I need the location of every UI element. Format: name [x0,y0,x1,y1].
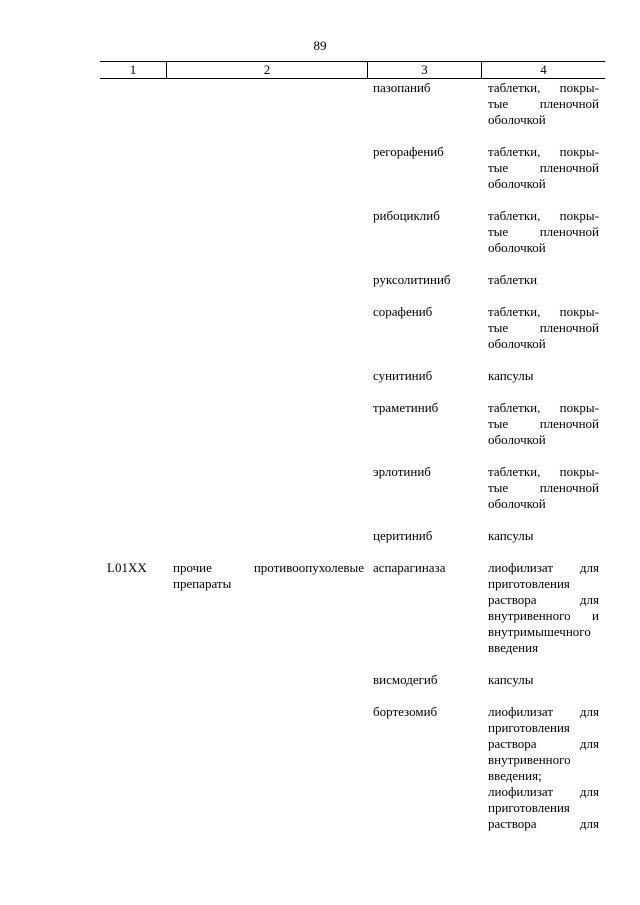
atc-code: L01XX [107,560,147,575]
drug-name: висмодегиб [373,672,438,687]
dosage-form: таблетки, покры- тые пленочной оболочкой [488,304,599,351]
table-row [0,272,640,304]
drug-name: регорафениб [373,144,444,159]
drug-name: руксолитиниб [373,272,451,287]
table-row [0,560,640,672]
table-row [0,464,640,528]
dosage-form: лиофилизат для приготовления раствора для внутривенного введения; лиофилизат для приготовления раствора для [488,704,599,831]
table-row [0,144,640,208]
drug-name: сорафениб [373,304,433,319]
table-row [0,528,640,560]
dosage-form: таблетки [488,272,538,287]
table-row [0,80,640,144]
dosage-form: лиофилизат для приготовления раствора для внутривенного и внутримышечного введения [488,560,599,655]
header-col-3: 3 [421,62,428,77]
table-header [100,61,605,79]
table-row [0,400,640,464]
dosage-form: таблетки, покры- тые пленочной оболочкой [488,208,599,255]
drug-name: аспарагиназа [373,560,446,575]
drug-name: траметиниб [373,400,439,415]
drug-name: пазопаниб [373,80,431,95]
table-row [0,704,640,834]
header-col-4: 4 [540,62,547,77]
page-number: 89 [313,38,327,53]
drug-name: сунитиниб [373,368,433,383]
table-row [0,672,640,704]
dosage-form: капсулы [488,368,534,383]
dosage-form: таблетки, покры- тые пленочной оболочкой [488,464,599,511]
table-body [0,80,640,834]
drug-name: эрлотиниб [373,464,431,479]
drug-name: церитиниб [373,528,433,543]
header-col-1: 1 [129,62,137,77]
drug-name: бортезомиб [373,704,438,719]
dosage-form: таблетки, покры- тые пленочной оболочкой [488,400,599,447]
drug-name: рибоциклиб [373,208,440,223]
dosage-form: капсулы [488,528,534,543]
pharmacological-group: прочие противоопухолевые препараты [173,560,364,591]
header-col-2: 2 [263,62,271,77]
dosage-form: таблетки, покры- тые пленочной оболочкой [488,80,599,127]
table-row [0,368,640,400]
table-row [0,304,640,368]
dosage-form: таблетки, покры- тые пленочной оболочкой [488,144,599,191]
table-row [0,208,640,272]
dosage-form: капсулы [488,672,534,687]
